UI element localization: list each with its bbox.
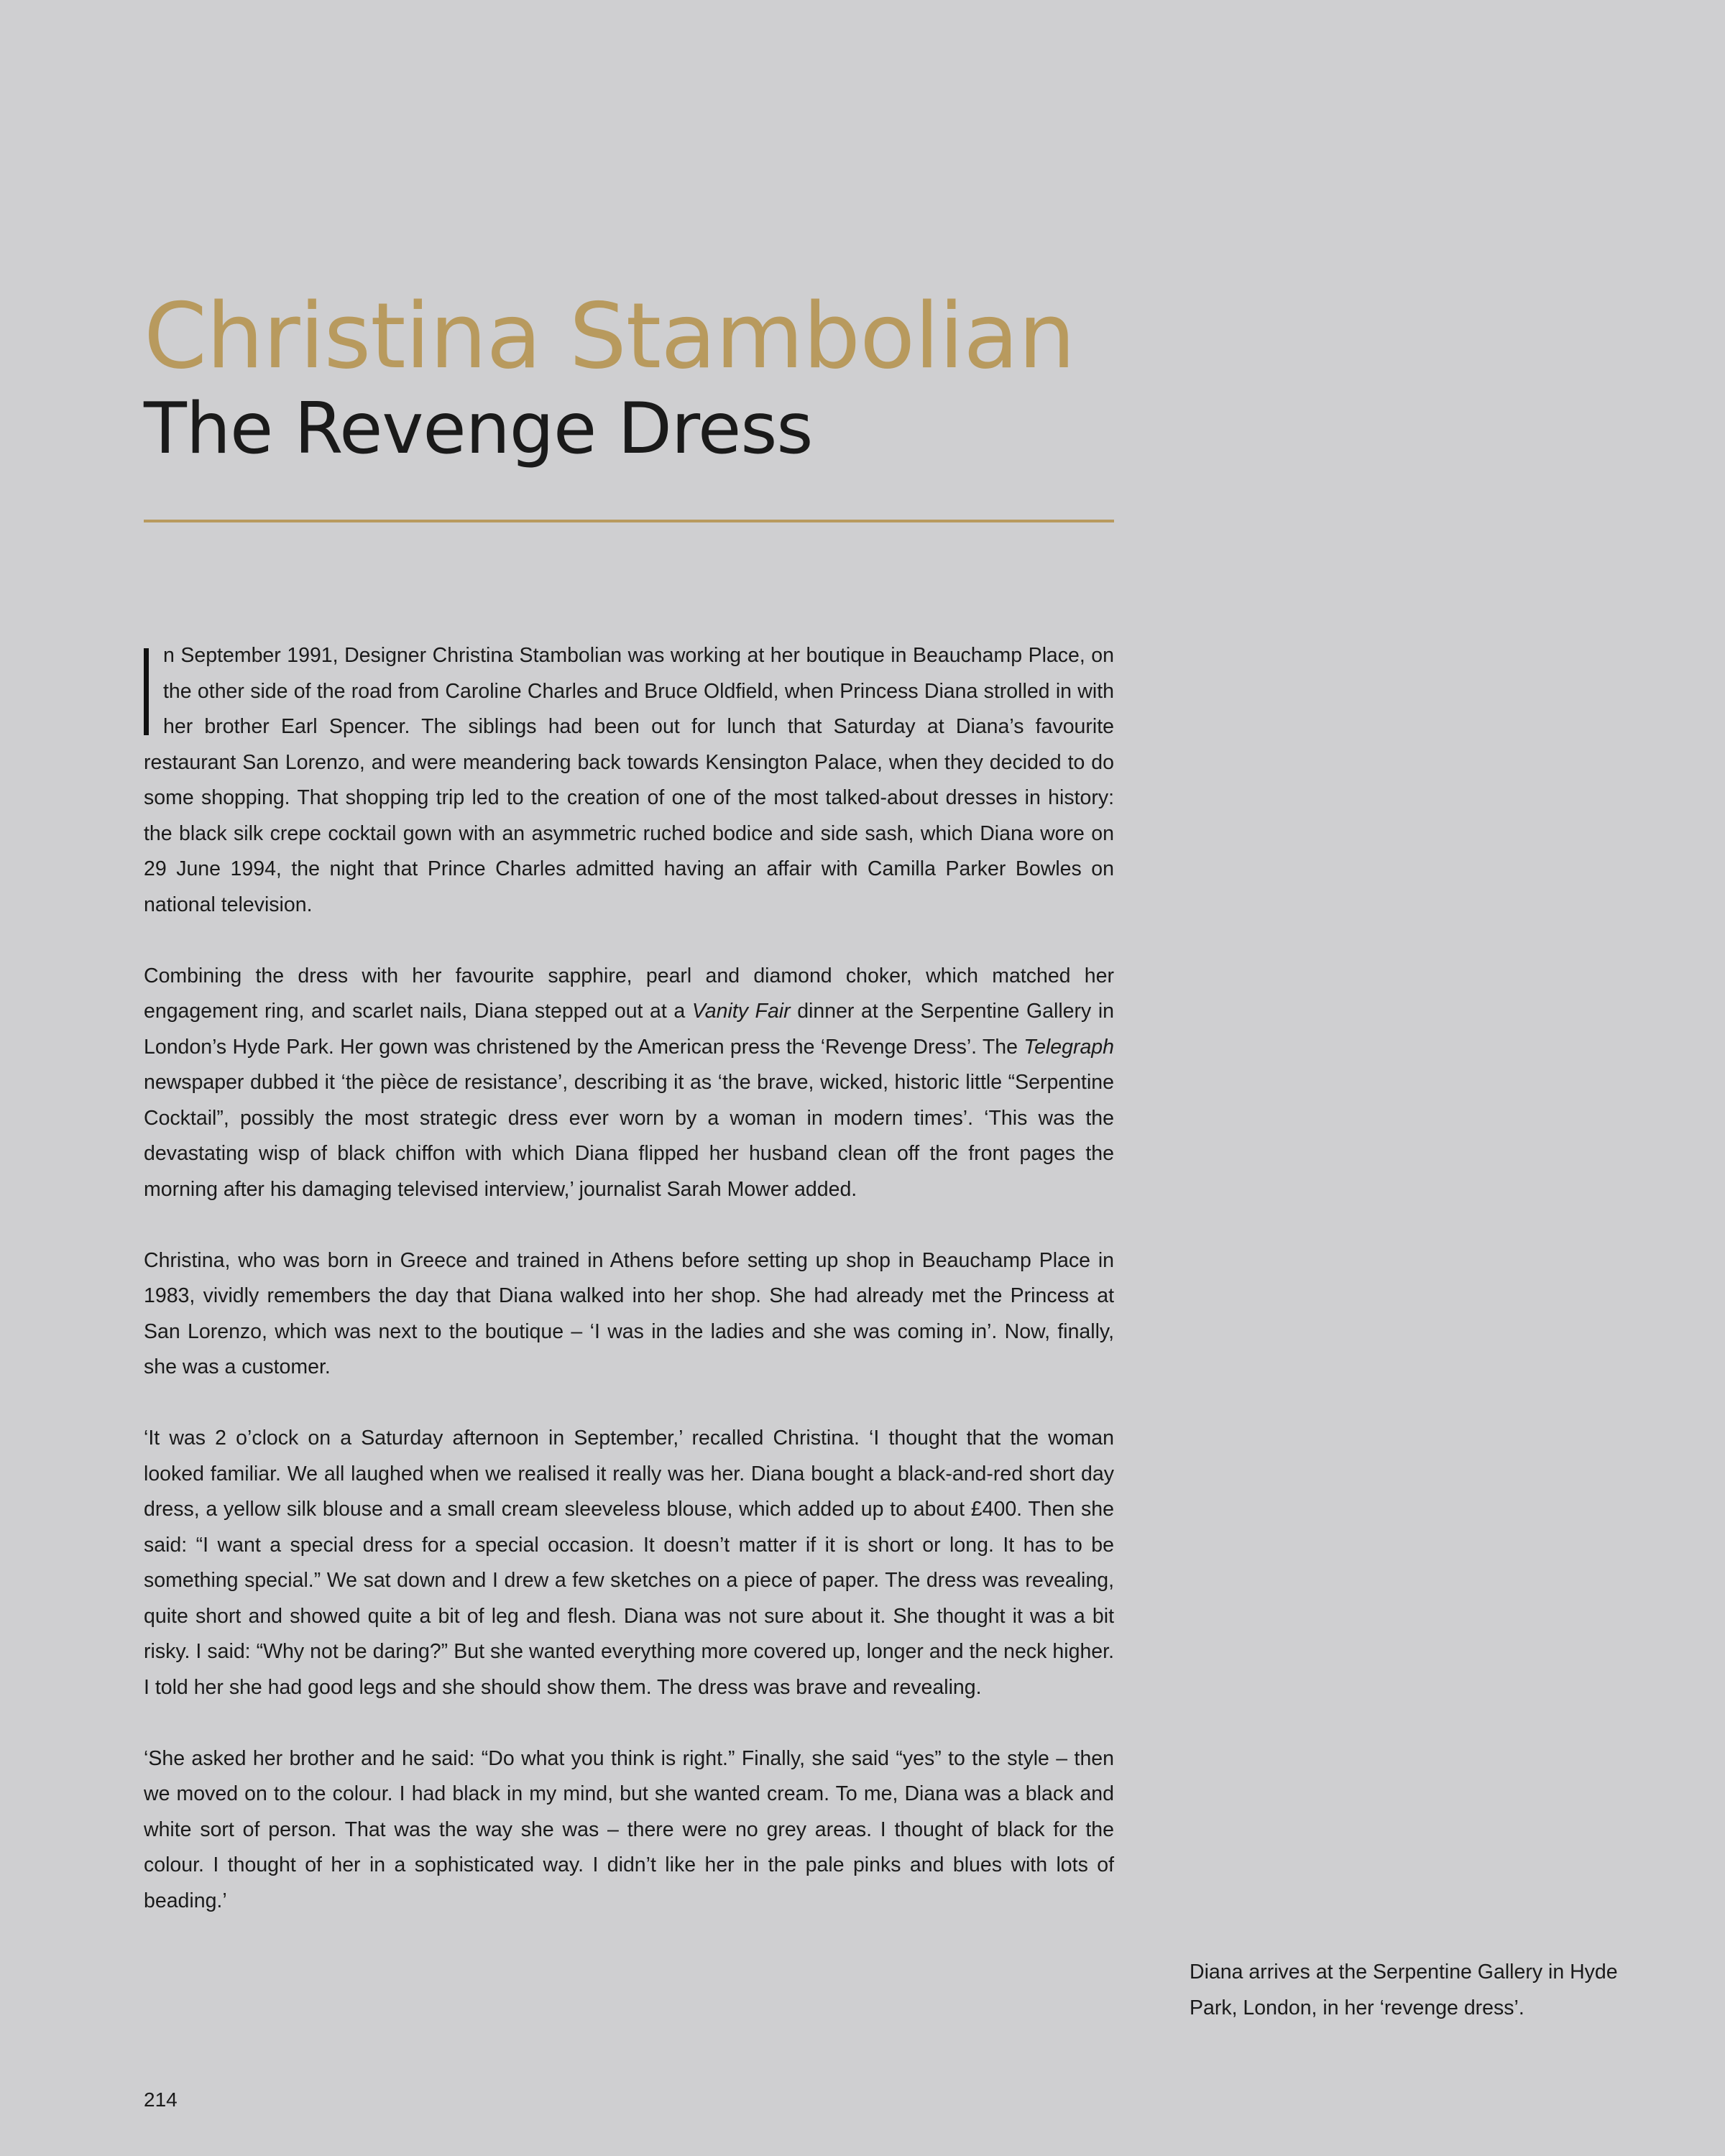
- chapter-subtitle: The Revenge Dress: [144, 388, 813, 470]
- paragraph-1-text: n September 1991, Designer Christina Stambolian was working at her boutique in Beauchamp Place, on the other side of the road from Caroline Charles and Bruce Oldfield, when Princess Diana strolled in with her brother Earl Spencer. The siblings had been out for lunch that Saturday at Diana’s favourite restaurant San Lorenzo, and were meandering back towards Kensington Palace, when they decided to do some shopping. That shopping trip led to the creation of one of the most talked-about dresses in history: the black silk crepe cocktail gown with an asymmetric ruched bodice and side sash, which Diana wore on 29 June 1994, the night that Prince Charles admitted having an affair with Camilla Parker Bowles on national television.: [144, 644, 1114, 916]
- page-number: 214: [144, 2088, 178, 2111]
- article-body: [144, 638, 1114, 1955]
- paragraph-2-part-c: newspaper dubbed it ‘the pièce de resistance’, describing it as ‘the brave, wicked, historic little “Serpentine Cocktail”, possibly the most strategic dress ever worn by a woman in modern times’. ‘This was the devastating wisp of black chiffon with which Diana flipped her husband clean off the front pages the morning after his damaging televised interview,’ journalist Sarah Mower added.: [144, 1071, 1114, 1201]
- drop-cap-i: [144, 648, 149, 735]
- paragraph-2: [144, 959, 1114, 1208]
- telegraph-italic: Telegraph: [1024, 1035, 1114, 1059]
- paragraph-5: ‘She asked her brother and he said: “Do what you think is right.” Finally, she said “yes” to the style – then we moved on to the colour. I had black in my mind, but she wanted cream. To me, Diana was a black and white sort of person. That was the way she was – there were no grey areas. I thought of black for the colour. I thought of her in a sophisticated way. I didn’t like her in the pale pinks and blues with lots of beading.’: [144, 1746, 1114, 1912]
- paragraph-1: [144, 638, 1114, 923]
- vanity-fair-italic: Vanity Fair: [691, 1000, 791, 1023]
- paragraph-2-part-a: Combining the dress with her favourite sapphire, pearl and diamond choker, which matched her engagement ring, and scarlet nails, Diana stepped out at a: [144, 964, 1114, 1023]
- chapter-title: Christina Stambolian: [144, 283, 1075, 389]
- photo-caption: Diana arrives at the Serpentine Gallery in Hyde Park, London, in her ‘revenge dress’.: [1190, 1961, 1618, 2019]
- title-divider: [144, 520, 1114, 522]
- paragraph-4: ‘It was 2 o’clock on a Saturday afternoon in September,’ recalled Christina. ‘I thought that the woman looked familiar. We all laughed when we realised it really was her. Diana bought a black-and-red short day dress, a yellow silk blouse and a small cream sleeveless blouse, which added up to about £400. Then she said: “I want a special dress for a special occasion. It doesn’t matter if it is short or long. It has to be something special.” We sat down and I drew a few sketches on a piece of paper. The dress was revealing, quite short and showed quite a bit of leg and flesh. Diana was not sure about it. She thought it was a bit risky. I said: “Why not be daring?” But she wanted everything more covered up, longer and the neck higher. I told her she had good legs and she should show them. The dress was brave and revealing.: [144, 1427, 1114, 1699]
- paragraph-2-part-b: dinner at the Serpentine Gallery in London’s Hyde Park. Her gown was christened by the American press the ‘Revenge Dress’. The: [144, 1000, 1114, 1059]
- paragraph-3: Christina, who was born in Greece and trained in Athens before setting up shop in Beauchamp Place in 1983, vividly remembers the day that Diana walked into her shop. She had already met the Princess at San Lorenzo, which was next to the boutique – ‘I was in the ladies and she was coming in’. Now, finally, she was a customer.: [144, 1248, 1114, 1378]
